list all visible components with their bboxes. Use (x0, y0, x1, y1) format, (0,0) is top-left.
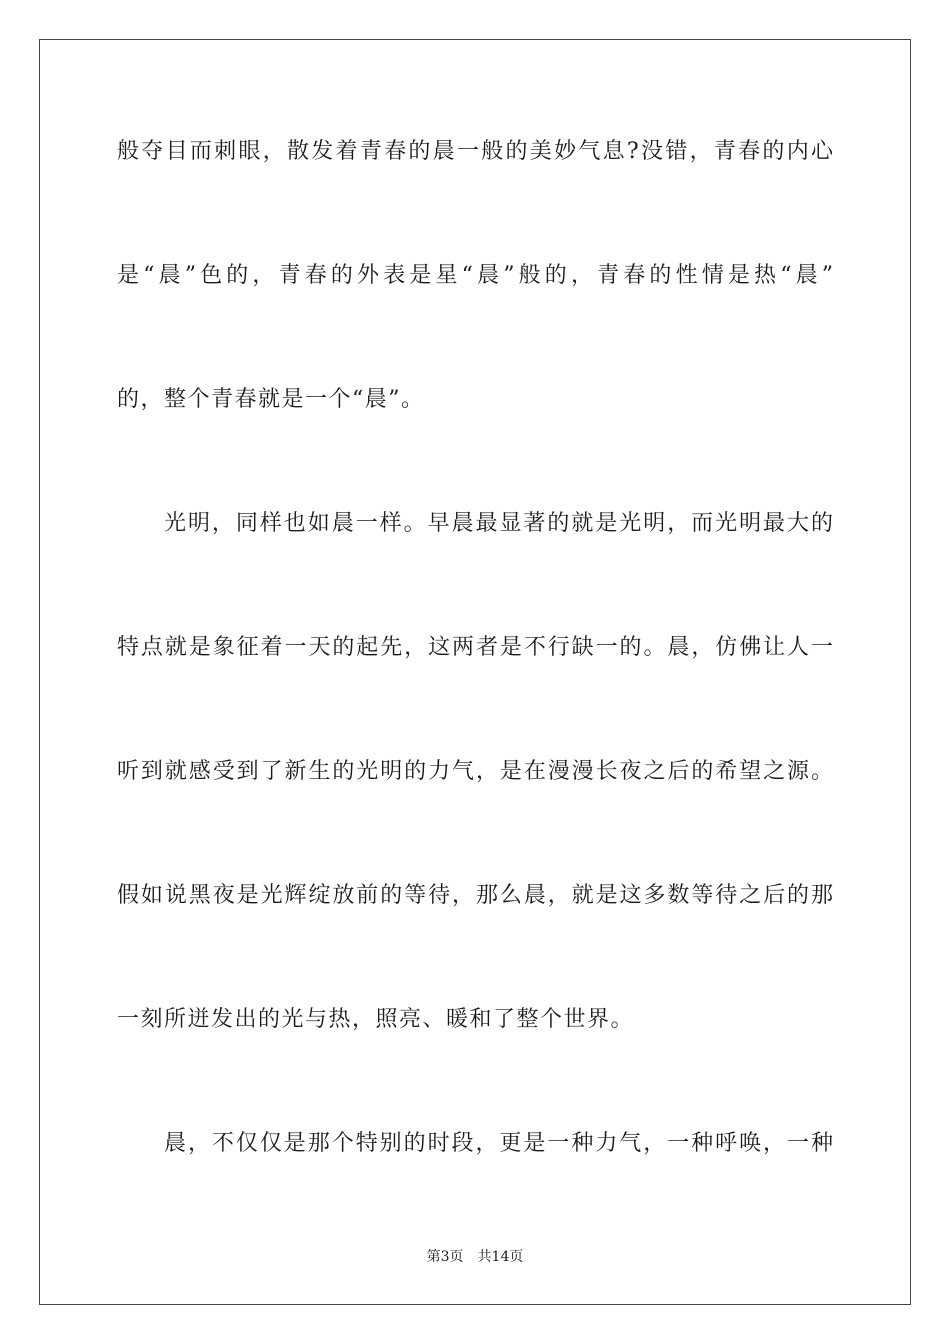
page-footer (0, 1248, 950, 1266)
text-line-6: 听到就感受到了新生的光明的力气，是在漫漫长夜之后的希望之源。 (117, 759, 833, 784)
text-line-1: 般夺目而刺眼，散发着青春的晨一般的美妙气息?没错，青春的内心 (117, 139, 833, 164)
text-line-3: 的，整个青春就是一个“晨”。 (117, 387, 425, 412)
text-line-4: 光明，同样也如晨一样。早晨最显著的就是光明，而光明最大的 (164, 511, 833, 536)
text-line-7: 假如说黑夜是光辉绽放前的等待，那么晨，就是这多数等待之后的那 (117, 883, 833, 908)
text-line-8: 一刻所迸发出的光与热，照亮、暖和了整个世界。 (117, 1007, 635, 1032)
text-line-5: 特点就是象征着一天的起先，这两者是不行缺一的。晨，仿佛让人一 (117, 635, 833, 660)
text-line-9: 晨，不仅仅是那个特别的时段，更是一种力气，一种呼唤，一种 (164, 1131, 833, 1156)
page-number: 第3页 (426, 1249, 464, 1265)
page-border (39, 39, 911, 1305)
page-total: 共14页 (477, 1249, 524, 1265)
text-line-2: 是“晨”色的，青春的外表是星“晨”般的，青春的性情是热“晨” (117, 263, 833, 288)
